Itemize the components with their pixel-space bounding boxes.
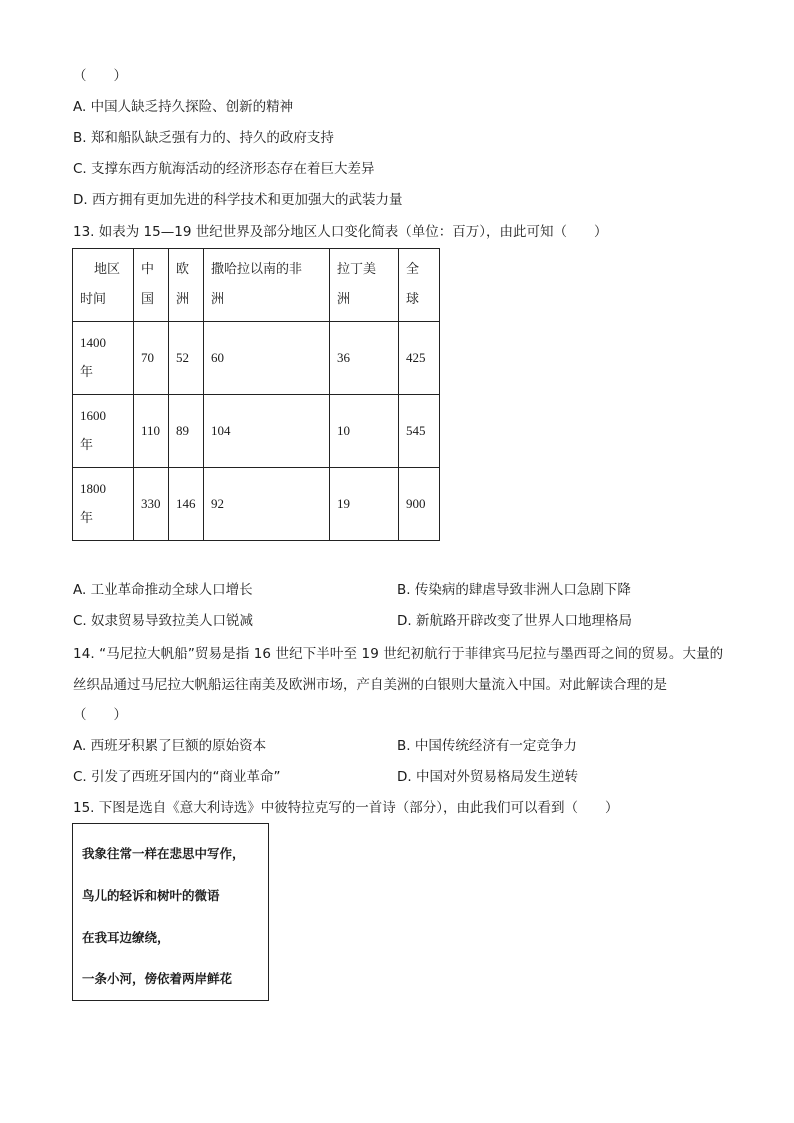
poem-line-3: 在我耳边缭绕， <box>82 930 170 945</box>
q15-stem: 15. 下图是选自《意大利诗选》中彼特拉克写的一首诗（部分），由此我们可以看到（ ） <box>73 800 619 816</box>
corner-time-label: 时间 <box>80 292 107 307</box>
table-row <box>73 322 440 395</box>
table-corner-cell <box>73 249 134 322</box>
header-latin-america: 拉丁美 洲 <box>330 249 399 322</box>
header-global: 全 球 <box>399 249 440 322</box>
table-row <box>73 468 440 541</box>
q14-option-b: B. 中国传统经济有一定竞争力 <box>397 738 577 754</box>
poem-line-4: 一条小河，傍依着两岸鲜花 <box>82 971 233 986</box>
q12-option-b: B. 郑和船队缺乏强有力的、持久的政府支持 <box>73 130 334 146</box>
q14-option-d: D. 中国对外贸易格局发生逆转 <box>397 769 578 785</box>
header-europe: 欧 洲 <box>169 249 204 322</box>
row-year-cell: 1600 年 <box>73 395 134 468</box>
q12-option-a: A. 中国人缺乏持久探险、创新的精神 <box>73 99 294 115</box>
q13-option-d: D. 新航路开辟改变了世界人口地理格局 <box>397 613 632 629</box>
population-table <box>72 248 440 541</box>
poem-excerpt-box <box>72 823 269 1001</box>
corner-region-label: 地区 <box>94 262 121 277</box>
cell-value: 92 <box>204 468 330 541</box>
cell-value: 36 <box>330 322 399 395</box>
q13-option-c: C. 奴隶贸易导致拉美人口锐减 <box>73 613 254 629</box>
q14-option-a: A. 西班牙积累了巨额的原始资本 <box>73 738 267 754</box>
cell-value: 52 <box>169 322 204 395</box>
q13-option-a: A. 工业革命推动全球人口增长 <box>73 582 253 598</box>
cell-value: 545 <box>399 395 440 468</box>
poem-line-1: 我象往常一样在悲思中写作， <box>82 846 245 861</box>
header-china: 中 国 <box>134 249 169 322</box>
cell-value: 60 <box>204 322 330 395</box>
cell-value: 330 <box>134 468 169 541</box>
cell-value: 10 <box>330 395 399 468</box>
q12-answer-paren: （ ） <box>73 68 127 84</box>
cell-value: 146 <box>169 468 204 541</box>
cell-value: 900 <box>399 468 440 541</box>
q12-option-c: C. 支撑东西方航海活动的经济形态存在着巨大差异 <box>73 161 375 177</box>
row-year-cell: 1400 年 <box>73 322 134 395</box>
q14-answer-paren: （ ） <box>73 707 127 723</box>
q12-option-d: D. 西方拥有更加先进的科学技术和更加强大的武装力量 <box>73 192 403 208</box>
q14-stem-line-1: 14. “马尼拉大帆船”贸易是指 16 世纪下半叶至 19 世纪初航行于菲律宾马尼拉与墨西哥之间的贸易。大量的 <box>73 646 724 662</box>
poem-line-2: 鸟儿的轻诉和树叶的微语 <box>82 888 220 903</box>
row-year-cell: 1800 年 <box>73 468 134 541</box>
cell-value: 104 <box>204 395 330 468</box>
cell-value: 19 <box>330 468 399 541</box>
q13-option-b: B. 传染病的肆虐导致非洲人口急剧下降 <box>397 582 631 598</box>
cell-value: 89 <box>169 395 204 468</box>
header-subsaharan-africa: 撒哈拉以南的非 洲 <box>204 249 330 322</box>
cell-value: 110 <box>134 395 169 468</box>
cell-value: 425 <box>399 322 440 395</box>
q14-option-c: C. 引发了西班牙国内的“商业革命” <box>73 769 281 785</box>
cell-value: 70 <box>134 322 169 395</box>
q13-stem: 13. 如表为 15—19 世纪世界及部分地区人口变化简表（单位：百万），由此可知（ ） <box>73 224 608 240</box>
q14-stem-line-2: 丝织品通过马尼拉大帆船运往南美及欧洲市场，产自美洲的白银则大量流入中国。对此解读合理的是 <box>73 677 667 693</box>
table-row <box>73 395 440 468</box>
table-header-row <box>73 249 440 322</box>
